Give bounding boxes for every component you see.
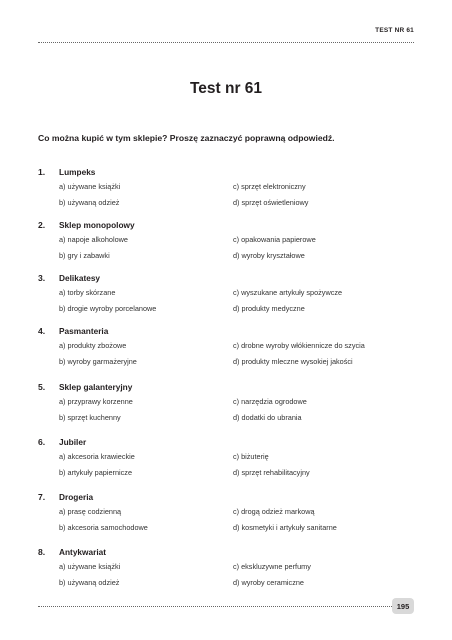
question-number: 2. — [38, 220, 46, 230]
option-a[interactable]: a) torby skórzane — [59, 288, 116, 297]
question-title: Antykwariat — [59, 547, 107, 557]
question-title: Sklep monopolowy — [59, 220, 135, 230]
question-number: 3. — [38, 273, 46, 283]
option-c[interactable]: c) drobne wyroby włókiennicze do szycia — [233, 341, 365, 350]
option-d[interactable]: d) dodatki do ubrania — [233, 413, 302, 422]
option-d[interactable]: d) wyroby kryształowe — [233, 251, 305, 260]
option-b[interactable]: b) akcesoria samochodowe — [59, 523, 148, 532]
question-number: 6. — [38, 437, 46, 447]
question-title: Delikatesy — [59, 273, 101, 283]
option-b[interactable]: b) używaną odzież — [59, 198, 120, 207]
option-d[interactable]: d) wyroby ceramiczne — [233, 578, 304, 587]
option-d[interactable]: d) kosmetyki i artykuły sanitarne — [233, 523, 337, 532]
option-d[interactable]: d) produkty medyczne — [233, 304, 305, 313]
option-b[interactable]: b) gry i zabawki — [59, 251, 110, 260]
option-b[interactable]: b) drogie wyroby porcelanowe — [59, 304, 157, 313]
option-a[interactable]: a) używane książki — [59, 182, 121, 191]
question-title: Jubiler — [59, 437, 87, 447]
option-b[interactable]: b) artykuły papiernicze — [59, 468, 133, 477]
question-number: 8. — [38, 547, 46, 557]
option-a[interactable]: a) prasę codzienną — [59, 507, 122, 516]
option-c[interactable]: c) opakowania papierowe — [233, 235, 316, 244]
option-a[interactable]: a) przyprawy korzenne — [59, 397, 133, 406]
option-d[interactable]: d) sprzęt oświetleniowy — [233, 198, 309, 207]
top-dotted-divider — [38, 42, 414, 43]
question-number: 1. — [38, 167, 46, 177]
option-a[interactable]: a) napoje alkoholowe — [59, 235, 128, 244]
option-c[interactable]: c) narzędzia ogrodowe — [233, 397, 307, 406]
option-c[interactable]: c) wyszukane artykuły spożywcze — [233, 288, 343, 297]
option-a[interactable]: a) produkty zbożowe — [59, 341, 127, 350]
question-number: 4. — [38, 326, 46, 336]
question-number: 7. — [38, 492, 46, 502]
option-b[interactable]: b) sprzęt kuchenny — [59, 413, 121, 422]
header-label: TEST NR 61 — [375, 27, 414, 34]
page-number: 195 — [392, 598, 414, 614]
page-title: Test nr 61 — [189, 80, 263, 97]
option-b[interactable]: b) używaną odzież — [59, 578, 120, 587]
question-title: Pasmanteria — [59, 326, 109, 336]
option-c[interactable]: c) biżuterię — [233, 452, 269, 461]
question-title: Lumpeks — [59, 167, 96, 177]
question-title: Drogeria — [59, 492, 94, 502]
option-c[interactable]: c) drogą odzież markową — [233, 507, 315, 516]
option-a[interactable]: a) akcesoria krawieckie — [59, 452, 135, 461]
option-c[interactable]: c) ekskluzywne perfumy — [233, 562, 311, 571]
option-b[interactable]: b) wyroby garmażeryjne — [59, 357, 137, 366]
option-c[interactable]: c) sprzęt elektroniczny — [233, 182, 306, 191]
question-number: 5. — [38, 382, 46, 392]
option-a[interactable]: a) używane książki — [59, 562, 121, 571]
instruction-text: Co można kupić w tym sklepie? Proszę zaznaczyć poprawną odpowiedź. — [38, 133, 335, 143]
bottom-dotted-divider — [38, 606, 392, 607]
question-title: Sklep galanteryjny — [59, 382, 133, 392]
option-d[interactable]: d) sprzęt rehabilitacyjny — [233, 468, 310, 477]
option-d[interactable]: d) produkty mleczne wysokiej jakości — [233, 357, 353, 366]
